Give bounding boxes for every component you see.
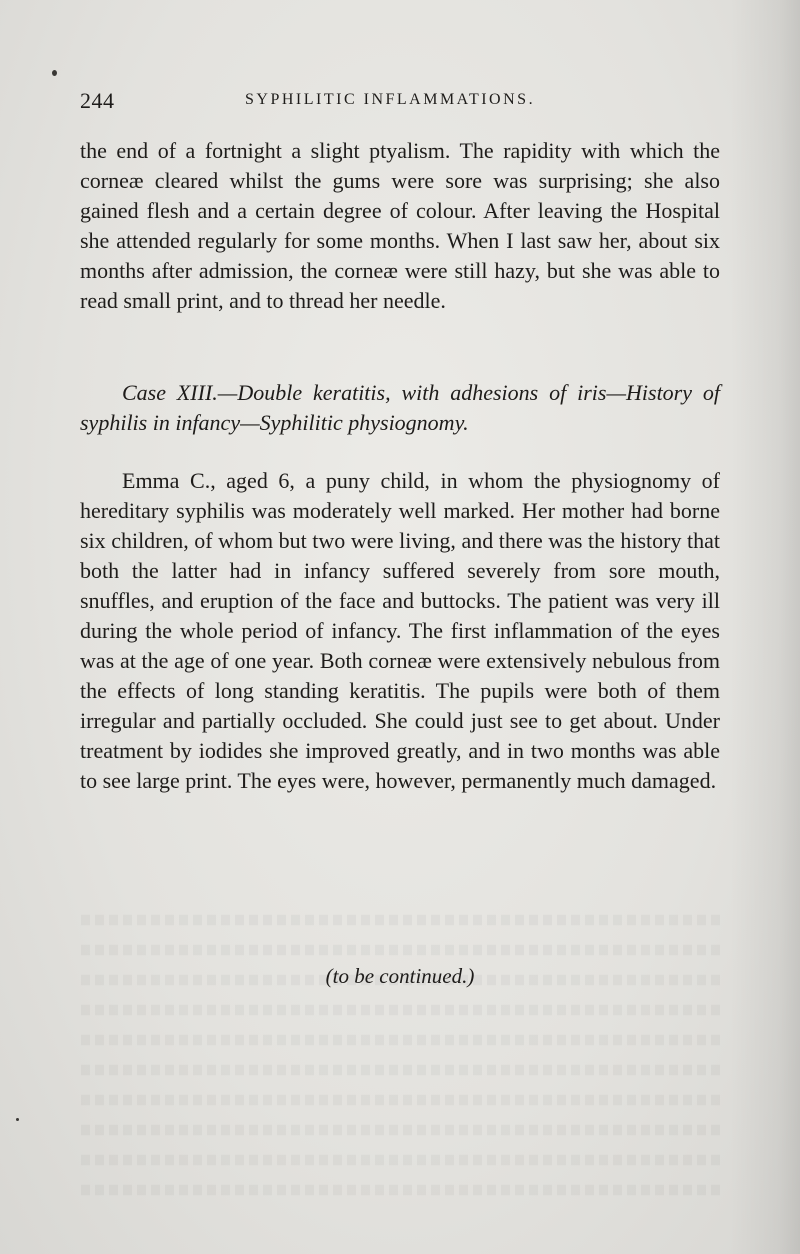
show-through-text	[80, 905, 720, 1225]
page-number: 244	[80, 88, 115, 113]
running-head: SYPHILITIC INFLAMMATIONS.	[245, 91, 536, 108]
case-body-paragraph: Emma C., aged 6, a puny child, in whom the physiognomy of hereditary syphilis was moderately well marked. Her mother had borne six children, of whom but two were living, and there was the history that both the latter had in infancy suffered severely from sore mouth, snuffles, and eruption of the face and buttocks. The patient was very ill during the whole period of infancy. The first inflammation of the eyes was at the age of one year. Both corneæ were extensively nebulous from the effects of long standing keratitis. The pupils were both of them irregular and partially occluded. She could just see to get about. Under treatment by iodides she improved greatly, and in two months was able to see large print. The eyes were, however, permanently much damaged.	[80, 468, 720, 793]
case-heading: Case XIII.—Double keratitis, with adhesions of iris—History of syphilis in infancy—Syphilitic physiognomy.	[80, 380, 720, 435]
page-header	[80, 88, 720, 118]
continuation-paragraph: the end of a fortnight a slight ptyalism. The rapidity with which the corneæ cleared whilst the gums were sore was surprising; she also gained flesh and a certain degree of colour. After leaving the Hospital she attended regularly for some months. When I last saw her, about six months after admission, the corneæ were still hazy, but she was able to read small print, and to thread her needle.	[80, 138, 720, 313]
to-be-continued-note: (to be continued.)	[325, 964, 475, 988]
ink-speck	[52, 70, 57, 76]
ink-speck	[16, 1118, 19, 1121]
page-edge-shadow	[730, 0, 800, 1254]
